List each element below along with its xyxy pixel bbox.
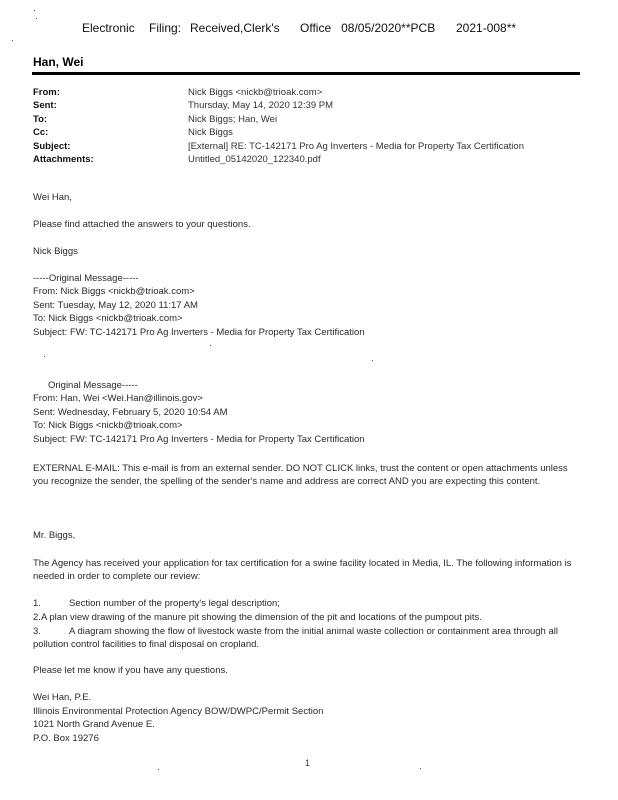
stamp-received: Received,Clerk's <box>190 21 280 35</box>
list-item-text: A diagram showing the flow of livestock waste from the initial animal waste collection or containment area through all pollution control facilities to final disposal on cropland. <box>33 626 558 651</box>
reply-signature: Nick Biggs <box>33 246 78 257</box>
signature-address-line2: P.O. Box 19276 <box>33 733 99 744</box>
external-email-notice: EXTERNAL E-MAIL: This e-mail is from an external sender. DO NOT CLICK links, trust the content or open attachments unless you recognize the sender, the spelling of the sender's name and address are correct AND you are expecting this content. <box>33 463 568 488</box>
list-item <box>33 611 482 624</box>
header-cc-label: Cc: <box>33 127 49 139</box>
orig2-to: To: Nick Biggs <nickb@trioak.com> <box>33 420 183 431</box>
orig1-from: From: Nick Biggs <nickb@trioak.com> <box>33 286 195 297</box>
list-item-number: 2. <box>33 612 41 623</box>
stamp-electronic: Electronic <box>82 21 135 35</box>
stamp-office-date: Office 08/05/2020**PCB <box>300 21 436 35</box>
scan-speck <box>36 18 37 19</box>
list-item-number: 3. <box>33 626 41 637</box>
header-to-label: To: <box>33 113 48 125</box>
list-item-number: 1. <box>33 598 41 609</box>
orig1-subject: Subject: FW: TC-142171 Pro Ag Inverters - Media for Property Tax Certification <box>33 327 365 338</box>
page-number: 1 <box>305 758 311 768</box>
signature-address-line1: 1021 North Grand Avenue E. <box>33 719 155 730</box>
list-item-text: A plan view drawing of the manure pit showing the dimension of the pit and locations of the pumpout pits. <box>40 612 482 623</box>
header-subject-value: [External] RE: TC-142171 Pro Ag Inverters - Media for Property Tax Certification <box>188 140 524 152</box>
header-from-label: From: <box>33 87 60 98</box>
scan-speck <box>210 345 211 346</box>
scan-speck <box>372 360 373 361</box>
scan-speck <box>44 356 45 357</box>
letter-intro: The Agency has received your application for tax certification for a swine facility located in Media, IL. The following information is needed in order to complete our review: <box>33 558 572 583</box>
list-item-text: Section number of the property's legal description; <box>69 598 280 609</box>
orig1-to: To: Nick Biggs <nickb@trioak.com> <box>33 313 183 324</box>
header-sent-value: Thursday, May 14, 2020 12:39 PM <box>188 100 334 112</box>
list-item <box>33 597 280 610</box>
letter-closing: Please let me know if you have any questions. <box>33 665 228 676</box>
header-subject-label: Subject: <box>33 140 71 152</box>
scan-speck <box>12 40 13 41</box>
orig1-marker: -----Original Message----- <box>33 273 139 284</box>
header-to-value: Nick Biggs; Han, Wei <box>188 113 278 125</box>
signature-name: Wei Han, P.E. <box>33 692 92 703</box>
orig2-from: From: Han, Wei <Wei.Han@illinois.gov> <box>33 393 203 404</box>
header-rule <box>32 72 580 75</box>
scan-speck <box>34 10 35 11</box>
orig2-marker: Original Message----- <box>48 380 138 391</box>
scan-speck <box>158 769 159 770</box>
list-item <box>33 625 573 652</box>
scan-speck <box>420 768 421 769</box>
orig1-sent: Sent: Tuesday, May 12, 2020 11:17 AM <box>33 300 198 311</box>
mailbox-owner: Han, Wei <box>33 55 84 69</box>
reply-greeting: Wei Han, <box>33 192 72 203</box>
signature-organization: Illinois Environmental Protection Agency BOW/DWPC/Permit Section <box>33 706 324 717</box>
orig2-subject: Subject: FW: TC-142171 Pro Ag Inverters - Media for Property Tax Certification <box>33 434 365 445</box>
header-cc-value: Nick Biggs <box>188 127 233 139</box>
letter-salutation: Mr. Biggs, <box>33 530 76 541</box>
header-attachments-label: Attachments: <box>33 153 94 165</box>
header-attachments-value: Untitled_05142020_122340.pdf <box>188 153 321 165</box>
stamp-filing: Filing: <box>149 21 182 35</box>
stamp-case-number: 2021-008** <box>456 21 517 35</box>
orig2-sent: Sent: Wednesday, February 5, 2020 10:54 AM <box>33 407 228 418</box>
reply-line: Please find attached the answers to your questions. <box>33 219 251 230</box>
header-from-value: Nick Biggs <nickb@trioak.com> <box>188 87 323 98</box>
header-sent-label: Sent: <box>33 100 57 112</box>
